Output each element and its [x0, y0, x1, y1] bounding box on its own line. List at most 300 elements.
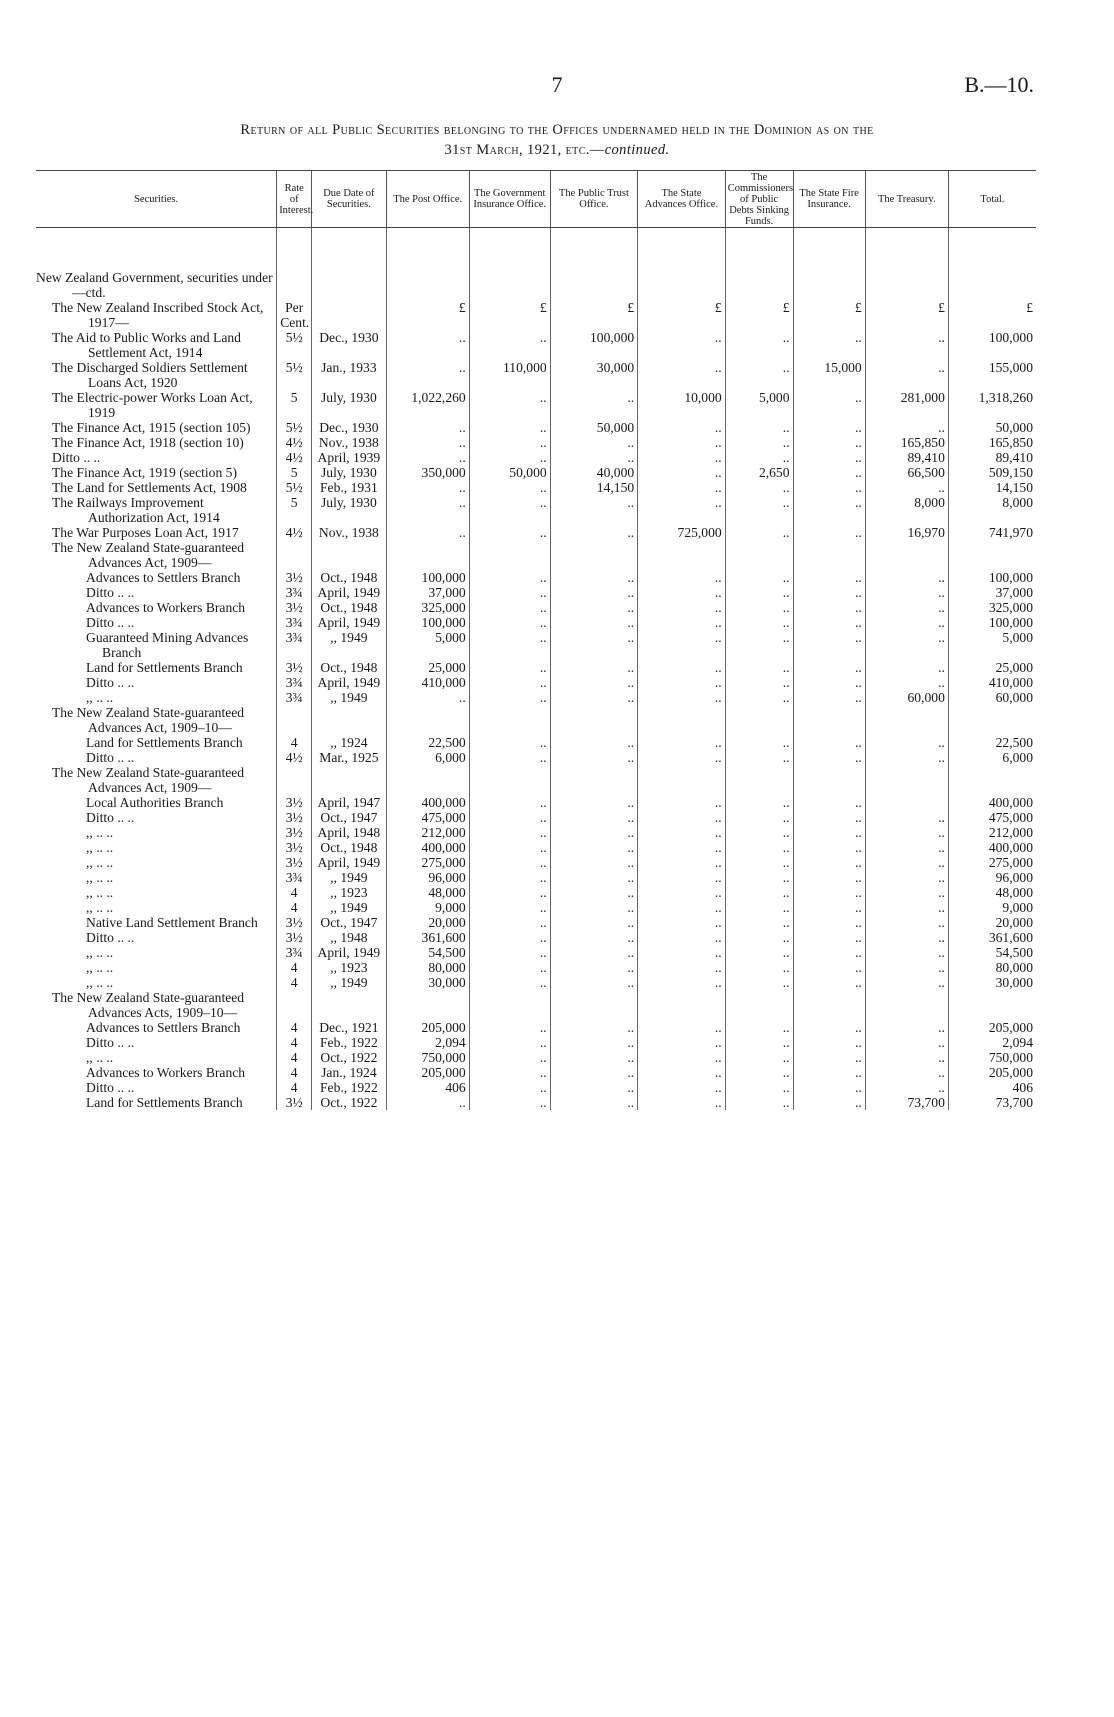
cell-government-insurance: ..: [469, 495, 550, 525]
cell-post-office: 350,000: [386, 465, 469, 480]
cell-public-trust: ..: [550, 1095, 638, 1110]
cell-due-date: Feb., 1922: [312, 1080, 386, 1095]
table-row: [36, 435, 1036, 450]
cell-public-trust: ..: [550, 600, 638, 615]
cell-sinking-funds: ..: [725, 960, 793, 975]
cell-public-trust: 50,000: [550, 420, 638, 435]
cell-treasury: ..: [865, 360, 948, 390]
cell-sinking-funds: ..: [725, 915, 793, 930]
cell-total: 205,000: [948, 1065, 1036, 1080]
cell-rate: 3½: [277, 825, 312, 840]
cell-sinking-funds: [725, 765, 793, 795]
cell-post-office: 5,000: [386, 630, 469, 660]
cell-treasury: ..: [865, 330, 948, 360]
cell-sinking-funds: ..: [725, 1080, 793, 1095]
cell-state-advances: ..: [638, 420, 726, 435]
cell-treasury: ..: [865, 1020, 948, 1035]
cell-post-office: [386, 765, 469, 795]
table-row: [36, 945, 1036, 960]
paper-code: B.—10.: [964, 72, 1034, 97]
cell-rate: [277, 228, 312, 301]
cell-public-trust: ..: [550, 840, 638, 855]
table-row: [36, 990, 1036, 1020]
cell-rate: 4: [277, 1065, 312, 1080]
title-line-2: [40, 140, 1074, 160]
cell-state-advances: ..: [638, 360, 726, 390]
cell-rate: 3¾: [277, 630, 312, 660]
cell-state-fire: ..: [793, 465, 865, 480]
cell-security: Ditto .. ..: [86, 810, 135, 825]
cell-due-date: [312, 990, 386, 1020]
cell-total: 212,000: [948, 825, 1036, 840]
cell-state-fire: ..: [793, 750, 865, 765]
cell-due-date: ,, 1949: [312, 900, 386, 915]
cell-security: ,, .. ..: [86, 885, 114, 900]
cell-state-fire: ..: [793, 1020, 865, 1035]
cell-state-fire: ..: [793, 450, 865, 465]
cell-state-advances: ..: [638, 945, 726, 960]
cell-post-office: 2,094: [386, 1035, 469, 1050]
cell-security: ,, .. ..: [86, 960, 114, 975]
cell-state-advances: ..: [638, 450, 726, 465]
cell-state-advances: ..: [638, 495, 726, 525]
cell-public-trust: ..: [550, 435, 638, 450]
cell-sinking-funds: ..: [725, 825, 793, 840]
cell-state-fire: ..: [793, 1095, 865, 1110]
cell-rate: [277, 990, 312, 1020]
cell-state-advances: ..: [638, 1035, 726, 1050]
cell-total: 165,850: [948, 435, 1036, 450]
cell-post-office: 96,000: [386, 870, 469, 885]
cell-treasury: ..: [865, 855, 948, 870]
cell-due-date: ,, 1923: [312, 885, 386, 900]
cell-due-date: ,, 1949: [312, 630, 386, 660]
cell-post-office: 1,022,260: [386, 390, 469, 420]
table-row: [36, 1080, 1036, 1095]
cell-total: 100,000: [948, 330, 1036, 360]
table-row: [36, 300, 1036, 330]
cell-post-office: 400,000: [386, 795, 469, 810]
cell-sinking-funds: ..: [725, 525, 793, 540]
cell-state-fire: ..: [793, 585, 865, 600]
cell-due-date: [312, 540, 386, 570]
cell-post-office: 410,000: [386, 675, 469, 690]
cell-rate: 5½: [277, 420, 312, 435]
cell-security: ,, .. ..: [86, 690, 114, 705]
cell-treasury: ..: [865, 585, 948, 600]
table-row: [36, 600, 1036, 615]
cell-state-fire: ..: [793, 840, 865, 855]
cell-treasury: ..: [865, 885, 948, 900]
cell-post-office: [386, 228, 469, 301]
table-row: [36, 750, 1036, 765]
cell-sinking-funds: ..: [725, 630, 793, 660]
cell-public-trust: ..: [550, 855, 638, 870]
cell-government-insurance: ..: [469, 1050, 550, 1065]
cell-sinking-funds: ..: [725, 930, 793, 945]
cell-treasury: ..: [865, 945, 948, 960]
cell-treasury: ..: [865, 810, 948, 825]
cell-rate: 3½: [277, 660, 312, 675]
table-row: [36, 660, 1036, 675]
cell-public-trust: 14,150: [550, 480, 638, 495]
cell-state-fire: ..: [793, 1065, 865, 1080]
cell-government-insurance: ..: [469, 900, 550, 915]
cell-public-trust: ..: [550, 810, 638, 825]
header-public-trust: The Public Trust Office.: [550, 171, 638, 228]
cell-state-advances: ..: [638, 795, 726, 810]
cell-rate: 3½: [277, 840, 312, 855]
cell-treasury: ..: [865, 915, 948, 930]
cell-security: ,, .. ..: [86, 825, 114, 840]
cell-rate: 4: [277, 900, 312, 915]
cell-due-date: July, 1930: [312, 390, 386, 420]
cell-total: £: [948, 300, 1036, 330]
cell-security: Advances to Workers Branch: [86, 1065, 246, 1080]
cell-public-trust: ..: [550, 1080, 638, 1095]
cell-state-advances: ..: [638, 630, 726, 660]
cell-government-insurance: [469, 540, 550, 570]
cell-sinking-funds: ..: [725, 600, 793, 615]
cell-post-office: £: [386, 300, 469, 330]
cell-security: The New Zealand State-guaranteed Advances Act, 1909—: [52, 540, 245, 570]
cell-due-date: Oct., 1922: [312, 1095, 386, 1110]
cell-security: ,, .. ..: [86, 1050, 114, 1065]
cell-government-insurance: ..: [469, 945, 550, 960]
cell-treasury: ..: [865, 960, 948, 975]
cell-state-advances: [638, 540, 726, 570]
cell-government-insurance: £: [469, 300, 550, 330]
cell-total: 406: [948, 1080, 1036, 1095]
table-row: [36, 1050, 1036, 1065]
cell-rate: 3¾: [277, 675, 312, 690]
cell-rate: 3½: [277, 915, 312, 930]
cell-post-office: 205,000: [386, 1065, 469, 1080]
cell-treasury: [865, 228, 948, 301]
table-row: [36, 795, 1036, 810]
cell-sinking-funds: ..: [725, 750, 793, 765]
cell-treasury: ..: [865, 420, 948, 435]
cell-state-advances: ..: [638, 480, 726, 495]
cell-sinking-funds: ..: [725, 675, 793, 690]
cell-total: [948, 765, 1036, 795]
cell-sinking-funds: ..: [725, 1035, 793, 1050]
cell-state-advances: ..: [638, 435, 726, 450]
cell-total: 89,410: [948, 450, 1036, 465]
cell-sinking-funds: ..: [725, 900, 793, 915]
cell-state-fire: ..: [793, 600, 865, 615]
title-line-1: Return of all Public Securities belonging to the Offices undernamed held in the Dominion as on the: [240, 122, 874, 138]
cell-rate: 4: [277, 1020, 312, 1035]
cell-due-date: [312, 765, 386, 795]
header-due-date: Due Date of Securities.: [312, 171, 386, 228]
cell-state-fire: ..: [793, 630, 865, 660]
cell-rate: 5: [277, 465, 312, 480]
cell-post-office: 9,000: [386, 900, 469, 915]
cell-post-office: 37,000: [386, 585, 469, 600]
cell-due-date: ,, 1949: [312, 975, 386, 990]
cell-rate: 3½: [277, 930, 312, 945]
cell-security: Advances to Workers Branch: [86, 600, 246, 615]
table-row: [36, 540, 1036, 570]
cell-sinking-funds: ..: [725, 855, 793, 870]
cell-state-advances: ..: [638, 855, 726, 870]
cell-rate: 5: [277, 390, 312, 420]
cell-total: 361,600: [948, 930, 1036, 945]
cell-government-insurance: ..: [469, 795, 550, 810]
cell-post-office: ..: [386, 480, 469, 495]
cell-government-insurance: [469, 228, 550, 301]
table-row: [36, 735, 1036, 750]
cell-rate: 4: [277, 885, 312, 900]
cell-state-fire: [793, 765, 865, 795]
cell-security: Ditto .. ..: [86, 1035, 135, 1050]
cell-rate: 5½: [277, 360, 312, 390]
cell-government-insurance: ..: [469, 975, 550, 990]
cell-post-office: 361,600: [386, 930, 469, 945]
cell-public-trust: ..: [550, 585, 638, 600]
cell-sinking-funds: £: [725, 300, 793, 330]
cell-sinking-funds: [725, 228, 793, 301]
cell-due-date: Mar., 1925: [312, 750, 386, 765]
cell-public-trust: ..: [550, 1020, 638, 1035]
cell-public-trust: ..: [550, 495, 638, 525]
cell-total: 48,000: [948, 885, 1036, 900]
cell-government-insurance: [469, 990, 550, 1020]
cell-government-insurance: ..: [469, 390, 550, 420]
cell-public-trust: ..: [550, 660, 638, 675]
cell-state-fire: ..: [793, 945, 865, 960]
cell-state-advances: ..: [638, 1020, 726, 1035]
cell-public-trust: £: [550, 300, 638, 330]
cell-post-office: 30,000: [386, 975, 469, 990]
cell-treasury: 16,970: [865, 525, 948, 540]
cell-state-fire: ..: [793, 1035, 865, 1050]
cell-state-fire: ..: [793, 660, 865, 675]
cell-treasury: ..: [865, 600, 948, 615]
cell-sinking-funds: [725, 990, 793, 1020]
cell-security: The Aid to Public Works and Land Settlement Act, 1914: [52, 330, 241, 360]
table-row: [36, 765, 1036, 795]
cell-total: [948, 990, 1036, 1020]
cell-state-advances: £: [638, 300, 726, 330]
cell-government-insurance: ..: [469, 660, 550, 675]
cell-government-insurance: ..: [469, 480, 550, 495]
cell-treasury: [865, 540, 948, 570]
cell-total: 2,094: [948, 1035, 1036, 1050]
cell-security: ,, .. ..: [86, 840, 114, 855]
cell-treasury: ..: [865, 1050, 948, 1065]
cell-government-insurance: ..: [469, 1065, 550, 1080]
cell-sinking-funds: ..: [725, 360, 793, 390]
cell-public-trust: ..: [550, 690, 638, 705]
cell-rate: 3¾: [277, 615, 312, 630]
header-securities: Securities.: [36, 171, 277, 228]
cell-security: Ditto .. ..: [86, 930, 135, 945]
table-row: [36, 525, 1036, 540]
cell-total: 275,000: [948, 855, 1036, 870]
cell-treasury: 165,850: [865, 435, 948, 450]
cell-state-fire: ..: [793, 615, 865, 630]
cell-sinking-funds: ..: [725, 840, 793, 855]
cell-due-date: Jan., 1933: [312, 360, 386, 390]
cell-treasury: 8,000: [865, 495, 948, 525]
cell-due-date: Oct., 1948: [312, 840, 386, 855]
table-row: [36, 870, 1036, 885]
table-row: [36, 1065, 1036, 1080]
cell-state-advances: ..: [638, 660, 726, 675]
cell-security: ,, .. ..: [86, 870, 114, 885]
cell-public-trust: ..: [550, 1035, 638, 1050]
cell-public-trust: [550, 705, 638, 735]
cell-treasury: ..: [865, 1080, 948, 1095]
cell-security: Guaranteed Mining Advances Branch: [86, 630, 249, 660]
table-row: [36, 570, 1036, 585]
cell-state-fire: ..: [793, 870, 865, 885]
header-sinking-funds: The Commissioners of Public Debts Sinking Funds.: [725, 171, 793, 228]
cell-rate: 4: [277, 1050, 312, 1065]
cell-public-trust: [550, 765, 638, 795]
cell-due-date: ,, 1949: [312, 870, 386, 885]
cell-security: The Land for Settlements Act, 1908: [52, 480, 247, 495]
cell-state-fire: ..: [793, 330, 865, 360]
cell-due-date: April, 1949: [312, 855, 386, 870]
cell-treasury: ..: [865, 1065, 948, 1080]
cell-sinking-funds: ..: [725, 450, 793, 465]
cell-due-date: April, 1939: [312, 450, 386, 465]
cell-state-fire: ..: [793, 1080, 865, 1095]
cell-state-fire: ..: [793, 570, 865, 585]
cell-state-fire: ..: [793, 735, 865, 750]
cell-rate: 4: [277, 960, 312, 975]
cell-security: The New Zealand Inscribed Stock Act, 1917—: [52, 300, 264, 330]
cell-state-advances: ..: [638, 570, 726, 585]
table-row: [36, 675, 1036, 690]
cell-government-insurance: ..: [469, 855, 550, 870]
cell-due-date: Oct., 1948: [312, 600, 386, 615]
cell-total: 14,150: [948, 480, 1036, 495]
cell-public-trust: ..: [550, 750, 638, 765]
cell-state-fire: [793, 705, 865, 735]
cell-treasury: 60,000: [865, 690, 948, 705]
table-row: [36, 228, 1036, 301]
page-number: 7: [551, 72, 563, 97]
cell-total: 741,970: [948, 525, 1036, 540]
cell-state-fire: ..: [793, 1050, 865, 1065]
cell-government-insurance: ..: [469, 525, 550, 540]
cell-government-insurance: ..: [469, 435, 550, 450]
cell-post-office: [386, 990, 469, 1020]
cell-state-fire: ..: [793, 885, 865, 900]
cell-post-office: [386, 705, 469, 735]
cell-government-insurance: ..: [469, 960, 550, 975]
cell-due-date: Feb., 1922: [312, 1035, 386, 1050]
table-row: [36, 960, 1036, 975]
cell-treasury: ..: [865, 750, 948, 765]
cell-security: ,, .. ..: [86, 900, 114, 915]
table-body: [36, 228, 1036, 1111]
cell-state-advances: ..: [638, 885, 726, 900]
cell-government-insurance: ..: [469, 870, 550, 885]
cell-rate: 3¾: [277, 690, 312, 705]
cell-public-trust: ..: [550, 960, 638, 975]
cell-total: 50,000: [948, 420, 1036, 435]
cell-security: Advances to Settlers Branch: [86, 570, 241, 585]
cell-government-insurance: ..: [469, 915, 550, 930]
cell-total: 54,500: [948, 945, 1036, 960]
cell-state-advances: ..: [638, 750, 726, 765]
cell-total: 22,500: [948, 735, 1036, 750]
cell-public-trust: ..: [550, 615, 638, 630]
cell-due-date: Oct., 1922: [312, 1050, 386, 1065]
cell-state-advances: ..: [638, 900, 726, 915]
cell-government-insurance: ..: [469, 675, 550, 690]
cell-rate: 3½: [277, 795, 312, 810]
cell-public-trust: 100,000: [550, 330, 638, 360]
table-row: [36, 840, 1036, 855]
cell-state-advances: ..: [638, 1095, 726, 1110]
cell-total: 410,000: [948, 675, 1036, 690]
cell-total: [948, 228, 1036, 301]
cell-security: The Finance Act, 1915 (section 105): [52, 420, 251, 435]
table-row: [36, 420, 1036, 435]
cell-total: 9,000: [948, 900, 1036, 915]
cell-government-insurance: ..: [469, 840, 550, 855]
cell-public-trust: 40,000: [550, 465, 638, 480]
cell-government-insurance: ..: [469, 420, 550, 435]
cell-due-date: Jan., 1924: [312, 1065, 386, 1080]
cell-state-advances: ..: [638, 915, 726, 930]
cell-sinking-funds: ..: [725, 420, 793, 435]
cell-government-insurance: ..: [469, 1080, 550, 1095]
cell-treasury: 89,410: [865, 450, 948, 465]
cell-post-office: 20,000: [386, 915, 469, 930]
cell-government-insurance: ..: [469, 735, 550, 750]
cell-treasury: 66,500: [865, 465, 948, 480]
cell-security: Ditto .. ..: [52, 450, 101, 465]
cell-state-advances: ..: [638, 825, 726, 840]
cell-government-insurance: ..: [469, 585, 550, 600]
cell-due-date: April, 1949: [312, 945, 386, 960]
cell-post-office: 48,000: [386, 885, 469, 900]
cell-public-trust: ..: [550, 390, 638, 420]
table-row: [36, 390, 1036, 420]
header-state-advances: The State Advances Office.: [638, 171, 726, 228]
cell-security: Land for Settlements Branch: [86, 660, 243, 675]
title-continued: continued.: [604, 142, 670, 158]
cell-due-date: [312, 228, 386, 301]
cell-rate: 3½: [277, 600, 312, 615]
cell-treasury: ..: [865, 930, 948, 945]
cell-public-trust: ..: [550, 825, 638, 840]
cell-state-fire: ..: [793, 525, 865, 540]
table-row: [36, 690, 1036, 705]
cell-total: [948, 705, 1036, 735]
cell-state-advances: ..: [638, 330, 726, 360]
cell-sinking-funds: ..: [725, 885, 793, 900]
cell-due-date: ,, 1923: [312, 960, 386, 975]
title-line-2-main: 31st March, 1921, etc.—: [444, 142, 605, 158]
table-row: [36, 495, 1036, 525]
table-row: [36, 810, 1036, 825]
cell-total: 475,000: [948, 810, 1036, 825]
cell-state-advances: ..: [638, 465, 726, 480]
cell-government-insurance: ..: [469, 615, 550, 630]
cell-sinking-funds: ..: [725, 330, 793, 360]
cell-state-advances: ..: [638, 690, 726, 705]
cell-total: 509,150: [948, 465, 1036, 480]
cell-government-insurance: [469, 765, 550, 795]
